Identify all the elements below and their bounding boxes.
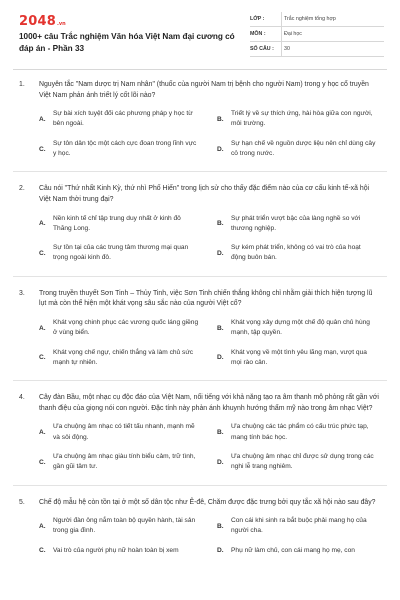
option-letter: B. bbox=[217, 115, 224, 123]
question-5 bbox=[0, 498, 400, 556]
meta-row-count bbox=[250, 42, 384, 57]
option-d[interactable] bbox=[217, 243, 387, 264]
option-letter: B. bbox=[217, 429, 224, 437]
option-text: Sự tồn tại của các trung tâm thương mại quan trọng ngoài kinh đô. bbox=[53, 244, 189, 262]
option-grid bbox=[19, 214, 380, 264]
option-text: Ưa chuộng âm nhạc giàu tính biểu cảm, trữ tình, gần gũi tâm tư. bbox=[53, 452, 196, 471]
option-d[interactable] bbox=[217, 452, 387, 473]
option-letter: A. bbox=[39, 429, 46, 437]
option-text: Phụ nữ làm chủ, con cái mang họ mẹ, con bbox=[231, 546, 355, 554]
question-number: 5. bbox=[19, 498, 25, 506]
option-grid bbox=[19, 109, 380, 159]
option-text: Khát vọng chế ngự, chiến thắng và làm chủ sức mạnh tự nhiên. bbox=[53, 348, 194, 366]
option-letter: C. bbox=[39, 547, 46, 555]
question-text: Chế độ mẫu hệ còn tồn tại ở một số dân tộc như Ê-đê, Chăm được đặc trưng bởi quy tắc xã hội nào sau đây? bbox=[39, 498, 376, 506]
meta-key: MÔN : bbox=[250, 31, 266, 37]
question-1 bbox=[0, 80, 400, 159]
option-text: Ưa chuộng các tác phẩm có cấu trúc phức tạp, mang tính bác học. bbox=[231, 423, 369, 441]
question-3 bbox=[0, 289, 400, 368]
question-number: 4. bbox=[19, 394, 25, 402]
option-text: Sự hạn chế về nguồn dược liệu nên chỉ dùng cây cỏ trong nước. bbox=[231, 139, 376, 158]
question-text: Nguyên tắc "Nam dược trị Nam nhân" (thuốc của người Nam trị bệnh cho người Nam) trong y học cổ truyền Việt Nam phản ánh triết lý cốt lõi nào? bbox=[39, 81, 369, 99]
option-text: Người đàn ông nắm toàn bộ quyền hành, tài sản trong gia đình. bbox=[53, 517, 196, 535]
option-d[interactable] bbox=[217, 546, 387, 556]
option-letter: C. bbox=[39, 145, 46, 153]
option-b[interactable] bbox=[217, 516, 387, 537]
option-text: Nền kinh tế chỉ tập trung duy nhất ở kinh đô Thăng Long. bbox=[53, 214, 181, 232]
meta-key: SỐ CÂU : bbox=[250, 46, 274, 52]
option-c[interactable] bbox=[39, 546, 209, 556]
option-letter: D. bbox=[217, 145, 224, 153]
question-text: Trong truyền thuyết Sơn Tinh – Thủy Tinh, việc Sơn Tinh chiến thắng không chỉ nhằm giải thích hiện tượng lũ lụt mà còn thể hiện một khát vọng sâu sắc nào của người Việt cổ? bbox=[39, 289, 373, 308]
option-text: Khát vọng xây dựng một chế độ quân chủ hùng mạnh, tập quyền. bbox=[231, 318, 370, 337]
option-a[interactable] bbox=[39, 422, 209, 443]
logo-suffix: .vn bbox=[56, 21, 66, 27]
option-text: Con cái khi sinh ra bắt buộc phải mang họ của người cha. bbox=[231, 517, 367, 535]
option-c[interactable] bbox=[39, 348, 209, 369]
meta-row-subject bbox=[250, 27, 384, 42]
option-c[interactable] bbox=[39, 452, 209, 473]
option-c[interactable] bbox=[39, 139, 209, 160]
option-a[interactable] bbox=[39, 109, 209, 130]
option-a[interactable] bbox=[39, 516, 209, 537]
option-letter: D. bbox=[217, 458, 224, 466]
option-letter: D. bbox=[217, 249, 224, 257]
option-d[interactable] bbox=[217, 139, 387, 160]
meta-value: Trắc nghiệm tổng hợp bbox=[281, 12, 384, 26]
option-letter: C. bbox=[39, 354, 46, 362]
option-grid bbox=[19, 318, 380, 368]
meta-value: Đại học bbox=[281, 27, 384, 41]
question-number: 2. bbox=[19, 185, 25, 193]
question-number: 1. bbox=[19, 81, 25, 88]
option-b[interactable] bbox=[217, 318, 387, 339]
option-letter: D. bbox=[217, 354, 224, 362]
document-title: 1000+ câu Trắc nghiệm Văn hóa Việt Nam đại cương có đáp án - Phần 33 bbox=[19, 32, 235, 53]
meta-key: LỚP : bbox=[250, 16, 265, 22]
option-letter: D. bbox=[217, 547, 224, 555]
option-b[interactable] bbox=[217, 422, 387, 443]
option-letter: B. bbox=[217, 220, 224, 228]
meta-value: 30 bbox=[281, 42, 384, 56]
header-divider bbox=[13, 69, 387, 70]
option-letter: B. bbox=[217, 522, 224, 530]
option-b[interactable] bbox=[217, 214, 387, 235]
question-number: 3. bbox=[19, 289, 25, 297]
header bbox=[0, 0, 400, 72]
option-text: Triết lý về sự thích ứng, hài hòa giữa con người, môi trường. bbox=[231, 110, 373, 128]
question-text: Câu nói "Thứ nhất Kinh Kỳ, thứ nhì Phố Hiến" trong lịch sử cho thấy đặc điểm nào của cơ cấu kinh tế-xã hội Việt Nam thời trung đại? bbox=[39, 185, 370, 203]
option-b[interactable] bbox=[217, 109, 387, 130]
question-separator bbox=[13, 380, 387, 381]
question-2 bbox=[0, 184, 400, 263]
option-letter: A. bbox=[39, 220, 46, 228]
option-a[interactable] bbox=[39, 318, 209, 339]
meta-table bbox=[250, 12, 384, 57]
option-text: Ưa chuộng âm nhạc có tiết tấu nhanh, mạnh mẽ và sôi động. bbox=[53, 423, 195, 441]
option-c[interactable] bbox=[39, 243, 209, 264]
option-text: Khát vọng về một tình yêu lãng mạn, vượt qua mọi rào cản. bbox=[231, 348, 367, 366]
option-letter: A. bbox=[39, 324, 46, 332]
option-letter: A. bbox=[39, 522, 46, 530]
option-text: Sự phát triển vượt bậc của làng nghề so với thương nghiệp. bbox=[231, 214, 361, 232]
question-text: Cây đàn Bầu, một nhạc cụ độc đáo của Việt Nam, nổi tiếng với khả năng tạo ra âm thanh mô phỏng rất gần với thanh điệu của giọng nói con người. Đặc tính này phản ánh khuynh hướng thẩm mỹ nào trong âm nhạc Việt? bbox=[39, 394, 379, 412]
option-letter: C. bbox=[39, 458, 46, 466]
option-letter: C. bbox=[39, 249, 46, 257]
option-grid bbox=[19, 516, 380, 556]
logo-text: 2048 bbox=[19, 14, 56, 29]
option-text: Vai trò của người phụ nữ hoàn toàn bị xem bbox=[53, 546, 179, 554]
question-separator bbox=[13, 276, 387, 277]
option-a[interactable] bbox=[39, 214, 209, 235]
question-list bbox=[0, 80, 400, 568]
question-separator bbox=[13, 171, 387, 172]
option-text: Khát vọng chinh phục các vương quốc láng giềng ở vùng biển. bbox=[53, 318, 199, 337]
option-letter: A. bbox=[39, 115, 46, 123]
site-logo[interactable] bbox=[19, 14, 66, 29]
option-text: Sự kém phát triển, không có vai trò của hoạt động buôn bán. bbox=[231, 244, 361, 262]
question-4 bbox=[0, 393, 400, 472]
option-text: Ưa chuộng âm nhạc chỉ được sử dụng trong các nghi lễ trang nghiêm. bbox=[231, 452, 374, 471]
question-separator bbox=[13, 485, 387, 486]
option-text: Sự bài xích tuyệt đối các phương pháp y học từ bên ngoài. bbox=[53, 110, 193, 128]
option-text: Sự tôn dân tộc một cách cực đoan trong lĩnh vực y học. bbox=[53, 139, 197, 158]
option-letter: B. bbox=[217, 324, 224, 332]
meta-row-class bbox=[250, 12, 384, 27]
option-d[interactable] bbox=[217, 348, 387, 369]
option-grid bbox=[19, 422, 380, 472]
